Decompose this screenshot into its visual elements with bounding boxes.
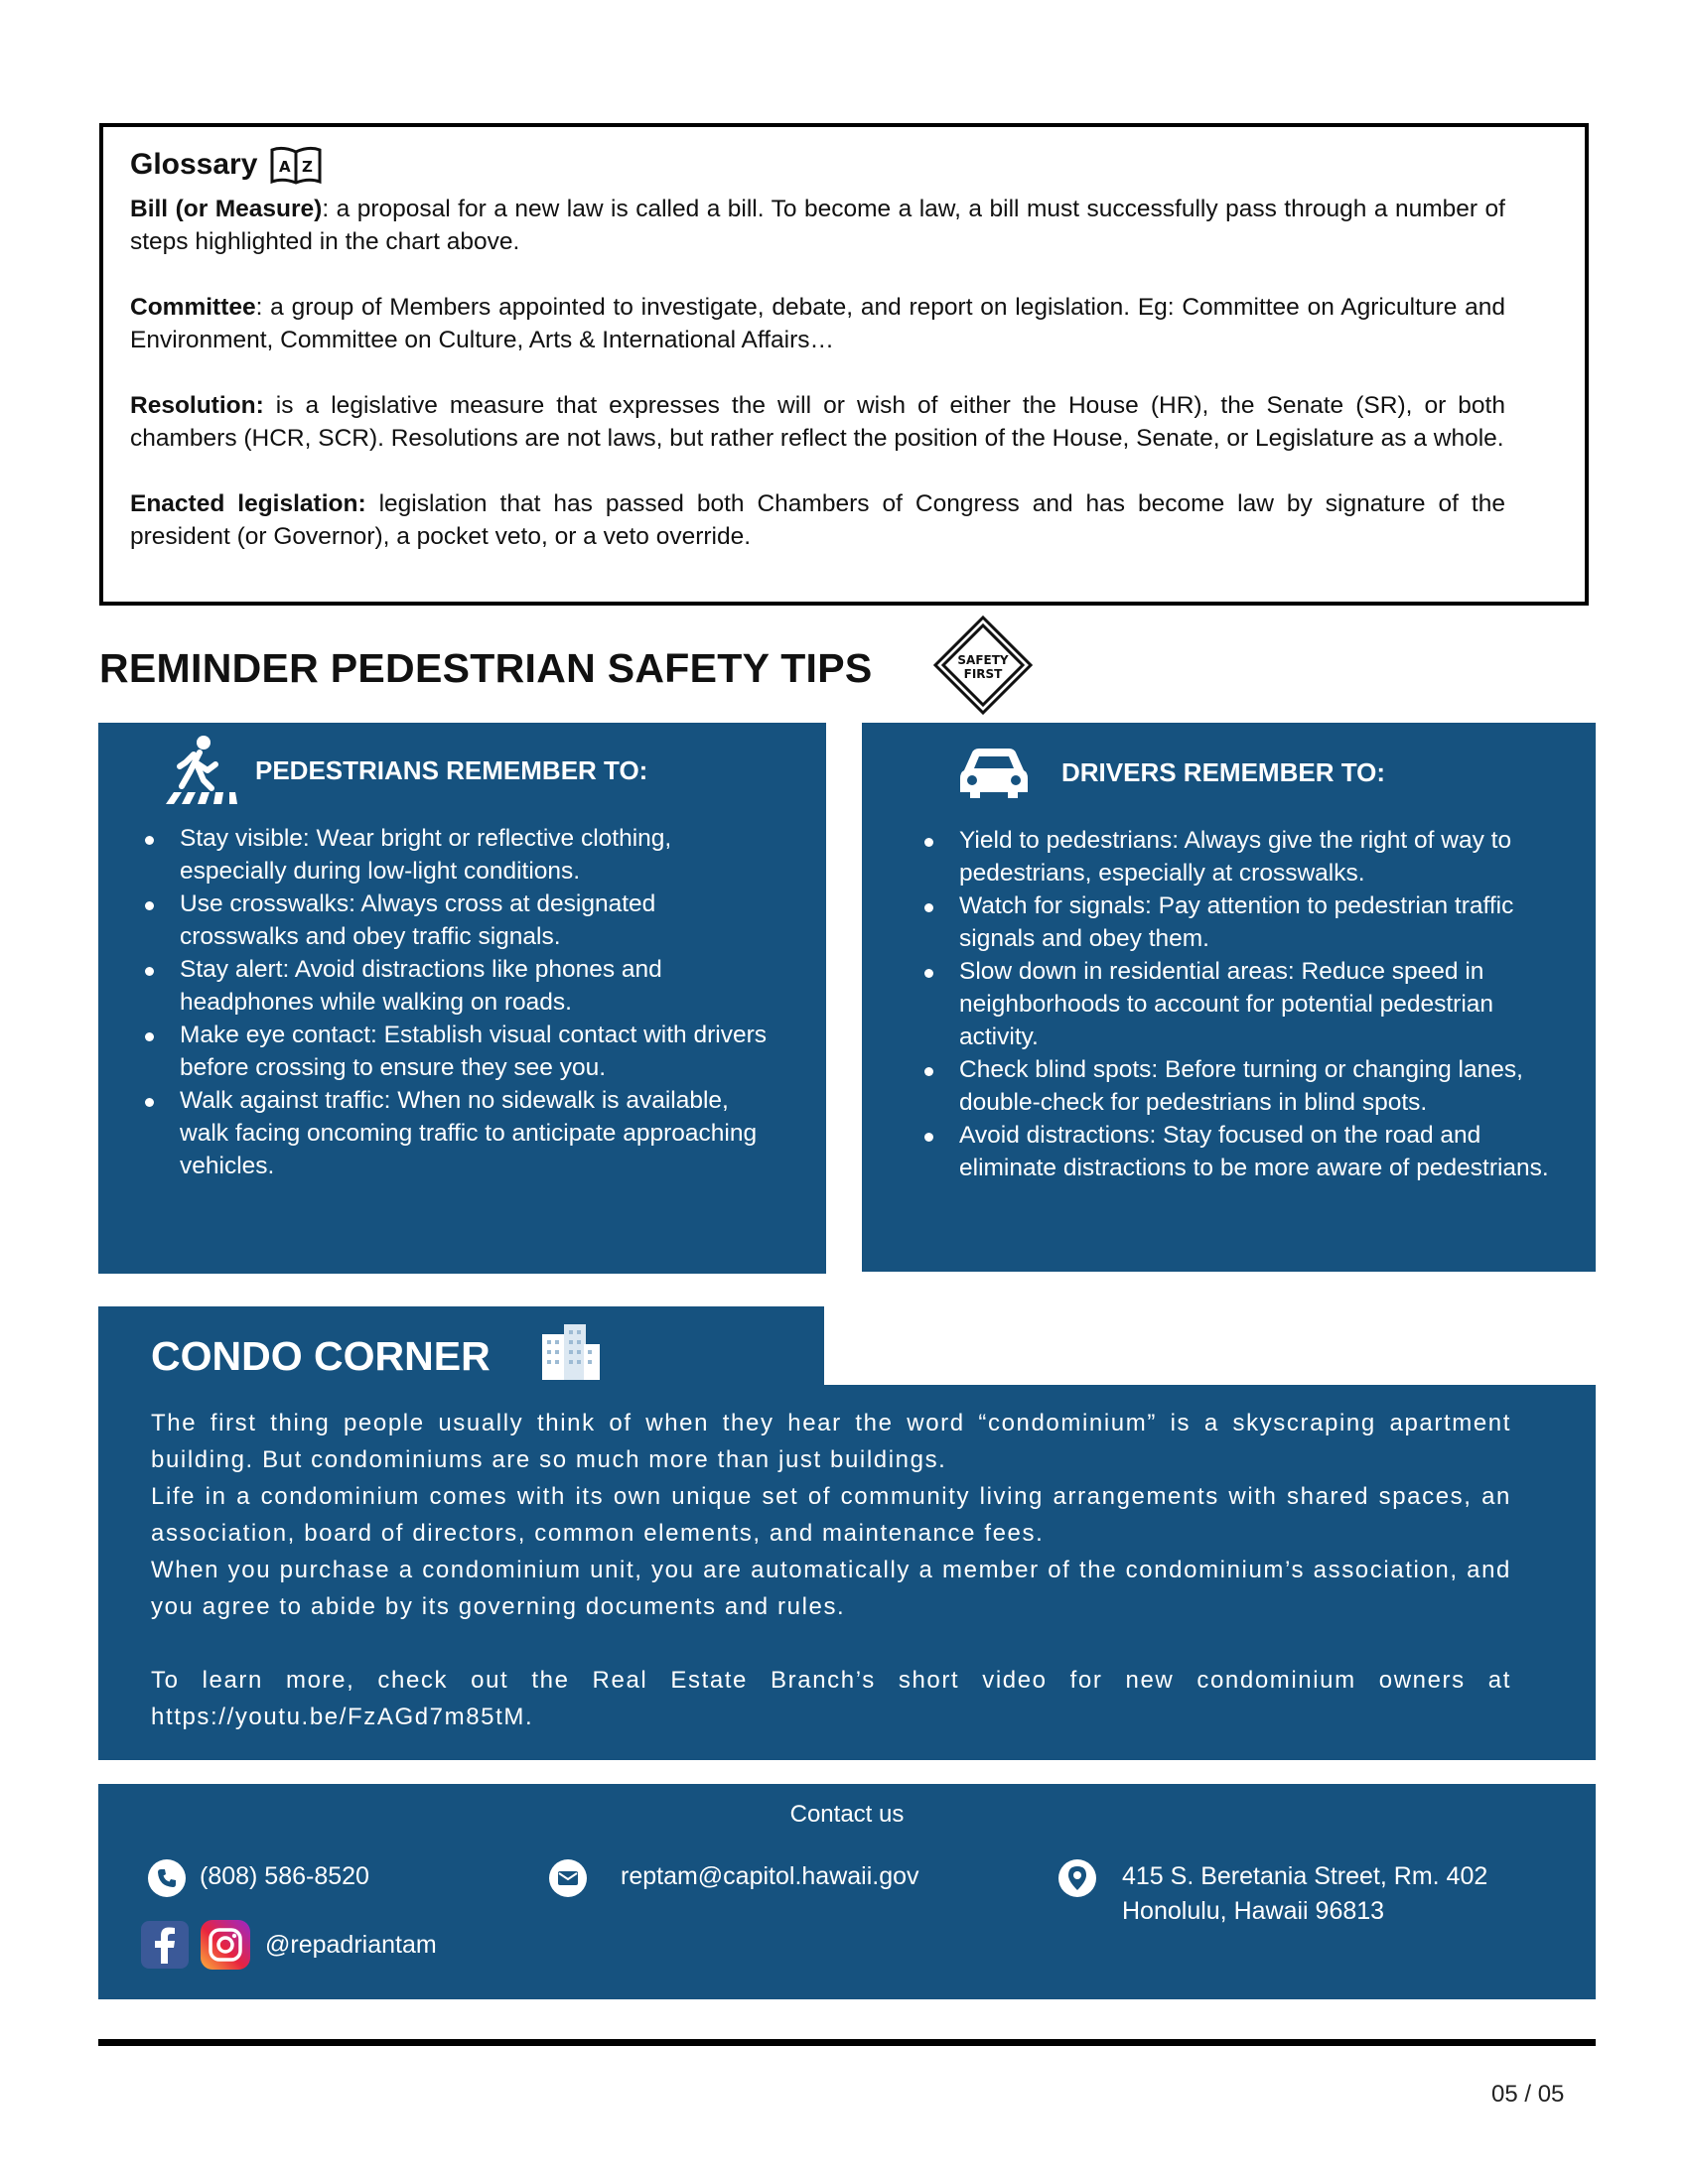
instagram-icon[interactable] (200, 1919, 251, 1971)
list-item: Avoid distractions: Stay focused on the road and eliminate distractions to be more aware of pedestrians. (921, 1119, 1567, 1184)
list-item: Check blind spots: Before turning or changing lanes, double-check for pedestrians in blind spots. (921, 1053, 1567, 1119)
footer-divider (98, 2039, 1596, 2046)
building-icon (536, 1320, 602, 1382)
condo-video-link[interactable]: To learn more, check out the Real Estate Branch’s short video for new condominium owners at https://youtu.be/FzAGd7m85tM. (151, 1667, 1511, 1730)
list-item: Watch for signals: Pay attention to pedestrian traffic signals and obey them. (921, 889, 1567, 955)
page-number: 05 / 05 (1491, 2081, 1565, 2108)
address-line: Honolulu, Hawaii 96813 (1122, 1897, 1385, 1925)
glossary-definition: is a legislative measure that expresses the will or wish of either the House (HR), the Senate (SR), or both chambers (HCR, SCR). Resolutions are not laws, but rather reflect the position of the House, Senate, or Legislature as a whole. (130, 392, 1505, 452)
car-icon (958, 745, 1030, 800)
pedestrians-tips-list (142, 822, 777, 1182)
condo-paragraph: When you purchase a condominium unit, you are automatically a member of the condominium’s association, and you agree to abide by its governing documents and rules. (151, 1557, 1511, 1620)
address-block (1122, 1859, 1487, 1929)
condo-corner-title: CONDO CORNER (151, 1333, 491, 1379)
list-item: Yield to pedestrians: Always give the right of way to pedestrians, especially at crosswalks. (921, 824, 1567, 889)
sign-text-line1: SAFETY (957, 653, 1009, 667)
sign-text-line2: FIRST (963, 667, 1003, 681)
drivers-tips-list (921, 824, 1567, 1184)
pedestrians-header (160, 733, 647, 808)
glossary-entry-resolution (130, 389, 1505, 455)
list-item: Stay alert: Avoid distractions like phones and headphones while walking on roads. (142, 953, 777, 1019)
email-address: reptam@capitol.hawaii.gov (621, 1862, 919, 1890)
contact-title: Contact us (789, 1801, 905, 1828)
contact-social (140, 1919, 437, 1971)
glossary-heading (130, 143, 1505, 187)
drivers-header (958, 745, 1385, 800)
glossary-entry-bill (130, 193, 1505, 258)
glossary-box (99, 123, 1589, 606)
safety-first-sign-icon (933, 615, 1033, 715)
svg-text:A: A (279, 158, 292, 176)
contact-email[interactable] (549, 1859, 919, 1897)
condo-corner-text (151, 1405, 1511, 1735)
glossary-term: Committee (130, 294, 256, 321)
glossary-definition: : a group of Members appointed to investigate, debate, and report on legislation. Eg: Committee on Agriculture and Environment, Committee on Culture, Arts & International Affairs… (130, 294, 1505, 353)
pedestrians-panel (98, 723, 826, 1274)
contact-address (1058, 1859, 1487, 1929)
contact-panel (98, 1784, 1596, 1999)
glossary-title: Glossary (130, 148, 258, 181)
location-pin-icon (1058, 1859, 1096, 1897)
social-handle[interactable]: @repadriantam (265, 1930, 437, 1959)
email-icon (549, 1859, 587, 1897)
glossary-entry-enacted (130, 487, 1505, 553)
drivers-panel (862, 723, 1596, 1272)
glossary-entry-committee (130, 291, 1505, 356)
glossary-term: Bill (or Measure) (130, 196, 323, 222)
list-item: Make eye contact: Establish visual contact with drivers before crossing to ensure they see you. (142, 1019, 777, 1084)
drivers-title: DRIVERS REMEMBER TO: (1061, 756, 1385, 787)
address-line: 415 S. Beretania Street, Rm. 402 (1122, 1862, 1488, 1890)
dictionary-icon (269, 144, 323, 186)
pedestrian-crosswalk-icon (160, 733, 237, 808)
list-item: Walk against traffic: When no sidewalk is available, walk facing oncoming traffic to anticipate approaching vehicles. (142, 1084, 777, 1182)
list-item: Slow down in residential areas: Reduce speed in neighborhoods to account for potential pedestrian activity. (921, 955, 1567, 1053)
pedestrians-title: PEDESTRIANS REMEMBER TO: (255, 754, 648, 785)
glossary-definition: legislation that has passed both Chambers of Congress and has become law by signature of the president (or Governor), a pocket veto, or a veto override. (130, 490, 1505, 550)
list-item: Use crosswalks: Always cross at designated crosswalks and obey traffic signals. (142, 887, 777, 953)
list-item: Stay visible: Wear bright or reflective clothing, especially during low-light conditions. (142, 822, 777, 887)
phone-number: (808) 586-8520 (200, 1862, 369, 1890)
svg-text:Z: Z (302, 158, 314, 176)
facebook-icon[interactable] (140, 1920, 190, 1970)
condo-paragraph: Life in a condominium comes with its own unique set of community living arrangements with shared spaces, an association, board of directors, common elements, and maintenance fees. (151, 1483, 1511, 1547)
glossary-term: Resolution: (130, 392, 264, 419)
glossary-definition: : a proposal for a new law is called a bill. To become a law, a bill must successfully pass through a number of steps highlighted in the chart above. (130, 196, 1505, 255)
safety-section-title: REMINDER PEDESTRIAN SAFETY TIPS (99, 645, 873, 691)
phone-icon (148, 1859, 186, 1897)
glossary-term: Enacted legislation: (130, 490, 366, 517)
contact-phone[interactable] (148, 1859, 369, 1897)
condo-paragraph: The first thing people usually think of when they hear the word “condominium” is a skyscraping apartment building. But condominiums are so much more than just buildings. (151, 1410, 1511, 1473)
